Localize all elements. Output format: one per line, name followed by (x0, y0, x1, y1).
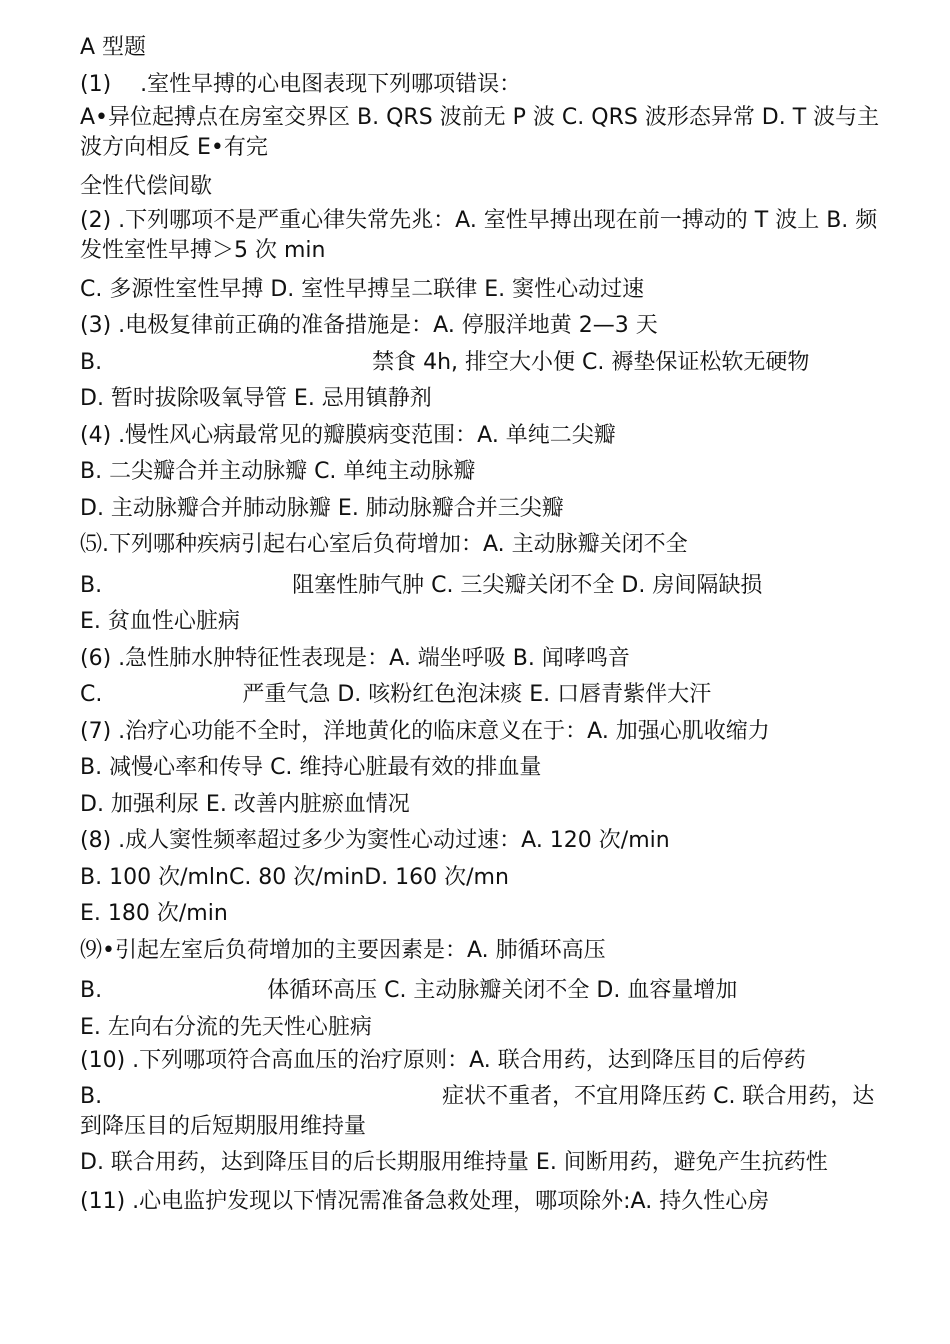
question-1-options-cont: 全性代偿间歇 (80, 174, 213, 199)
question-3-options-b (80, 345, 880, 382)
question-10-options-d: D. 联合用药，达到降压目的后长期服用维持量 E. 间断用药，避免产生抗药性 (80, 1150, 828, 1175)
question-7-options-d: D. 加强利尿 E. 改善内脏瘀血情况 (80, 791, 410, 817)
document-page (80, 30, 880, 1221)
option-text: 严重气急 D. 咳粉红色泡沫痰 E. 口唇青紫伴大汗 (242, 682, 712, 707)
option-text: 体循环高压 C. 主动脉瓣关闭不全 D. 血容量增加 (267, 978, 738, 1003)
option-text: 阻塞性肺气肿 C. 三尖瓣关闭不全 D. 房间隔缺损 (292, 572, 763, 598)
question-9-options-b (80, 973, 880, 1010)
question-3-options-d: D. 暂时拔除吸氧导管 E. 忌用镇静剂 (80, 386, 432, 411)
question-5-options-e: E. 贫血性心脏病 (80, 609, 240, 634)
question-4-options-b: B. 二尖瓣合并主动脉瓣 C. 单纯主动脉瓣 (80, 459, 476, 484)
question-6-stem: (6) .急性肺水肿特征性表现是：A. 端坐呼吸 B. 闻哮鸣音 (80, 645, 630, 671)
question-7-stem: (7) .治疗心功能不全时，洋地黄化的临床意义在于：A. 加强心肌收缩力 (80, 718, 770, 744)
question-6-options-c (80, 677, 880, 714)
question-9-stem: ⑼•引起左室后负荷增加的主要因素是：A. 肺循环高压 (80, 937, 606, 963)
question-3-stem: (3) .电极复律前正确的准备措施是：A. 停服洋地黄 2—3 天 (80, 313, 658, 338)
question-1-options: A•异位起搏点在房室交界区 B. QRS 波前无 P 波 C. QRS 波形态异常 D. T 波与主波方向相反 E•有完 (80, 105, 880, 160)
question-7-options-b: B. 减慢心率和传导 C. 维持心脏最有效的排血量 (80, 755, 542, 780)
question-11-stem: (11) .心电监护发现以下情况需准备急救处理，哪项除外:A. 持久性心房 (80, 1189, 770, 1214)
option-text: 禁食 4h, 排空大小便 C. 褥垫保证松软无硬物 (372, 349, 810, 375)
question-4-stem: (4) .慢性风心病最常见的瓣膜病变范围：A. 单纯二尖瓣 (80, 422, 616, 448)
question-8-options-b: B. 100 次/mlnC. 80 次/minD. 160 次/mn (80, 864, 509, 890)
option-text: 症状不重者，不宜用降压药 C. 联合用药，达到降压目的后短期服用维持量 (80, 1084, 875, 1139)
question-8-options-e: E. 180 次/min (80, 901, 228, 926)
question-1-stem: (1) .室性早搏的心电图表现下列哪项错误： (80, 71, 522, 97)
question-10-stem: (10) .下列哪项符合高血压的治疗原则：A. 联合用药，达到降压目的后停药 (80, 1048, 806, 1073)
option-label: B. (80, 978, 103, 1003)
question-9-options-e: E. 左向右分流的先天性心脏病 (80, 1014, 372, 1040)
question-5-stem: ⑸.下列哪种疾病引起右心室后负荷增加：A. 主动脉瓣关闭不全 (80, 532, 688, 557)
option-label: B. (80, 349, 103, 375)
question-8-stem: (8) .成人窦性频率超过多少为窦性心动过速：A. 120 次/min (80, 828, 670, 853)
option-label: B. (80, 1084, 103, 1109)
option-label: B. (80, 572, 103, 598)
question-2-options: C. 多源性室性早搏 D. 室性早搏呈二联律 E. 窦性心动过速 (80, 276, 645, 302)
section-title: A 型题 (80, 35, 147, 60)
question-2-stem: (2) .下列哪项不是严重心律失常先兆：A. 室性早搏出现在前一搏动的 T 波上 B. 频发性室性早搏＞5 次 min (80, 207, 878, 263)
question-5-options-b (80, 568, 880, 605)
question-10-options-b (80, 1082, 880, 1142)
option-label: C. (80, 682, 103, 707)
question-4-options-d: D. 主动脉瓣合并肺动脉瓣 E. 肺动脉瓣合并三尖瓣 (80, 495, 564, 521)
